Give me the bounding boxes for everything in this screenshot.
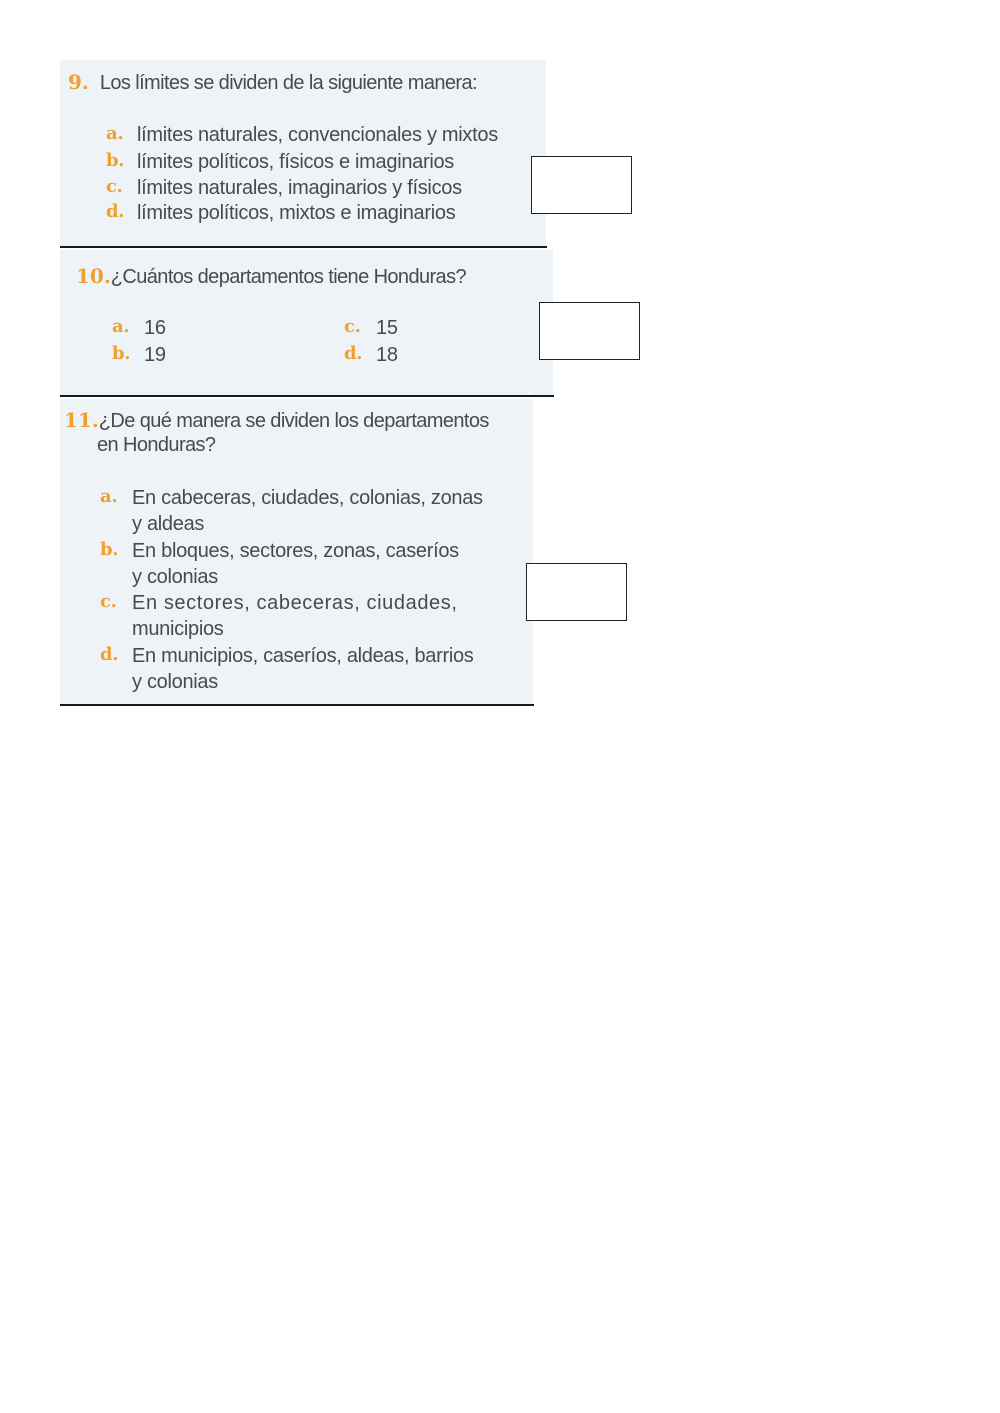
question-11-divider	[60, 704, 534, 706]
question-9-divider	[60, 246, 547, 248]
option-text: límites políticos, físicos e imaginarios	[137, 151, 455, 173]
question-11-text-line1: ¿De qué manera se dividen los departamentos	[98, 410, 489, 432]
option-letter: b.	[106, 150, 125, 171]
option-text: límites naturales, convencionales y mixtos	[137, 124, 498, 146]
option-text-line2: municipios	[132, 618, 224, 640]
option-letter: d.	[344, 343, 363, 364]
option-letter: a.	[106, 123, 124, 144]
option-letter: d.	[100, 644, 119, 665]
option-text: 16	[144, 317, 166, 339]
question-9-title	[68, 70, 477, 95]
option-text-line1: En sectores, cabeceras, ciudades,	[132, 592, 458, 614]
option-text: límites políticos, mixtos e imaginarios	[137, 202, 456, 224]
option-text-line1: En bloques, sectores, zonas, caseríos	[132, 540, 459, 562]
option-text-line2: y colonias	[132, 566, 218, 588]
option-text: 15	[376, 317, 398, 339]
option-letter: b.	[112, 343, 131, 364]
option-letter: c.	[344, 316, 361, 337]
option-text: 19	[144, 344, 166, 366]
question-10-title	[76, 264, 466, 289]
question-10-divider	[60, 395, 554, 397]
option-letter: b.	[100, 539, 119, 560]
question-11-title-line2: en Honduras?	[97, 434, 216, 456]
option-letter: a.	[100, 486, 118, 507]
question-9-number: 9.	[68, 70, 89, 94]
question-11-title	[64, 407, 489, 435]
option-letter: c.	[106, 176, 123, 197]
option-letter: c.	[100, 591, 117, 612]
question-11-answer-box[interactable]	[526, 563, 627, 621]
option-letter: d.	[106, 201, 125, 222]
question-11-number: 11.	[64, 408, 99, 432]
question-9-answer-box[interactable]	[531, 156, 632, 214]
option-text-line2: y colonias	[132, 671, 218, 693]
question-10-answer-box[interactable]	[539, 302, 640, 360]
question-9-text: Los límites se dividen de la siguiente manera:	[99, 72, 477, 94]
question-10-text: ¿Cuántos departamentos tiene Honduras?	[110, 266, 467, 288]
question-10-number: 10.	[76, 264, 111, 288]
option-letter: a.	[112, 316, 130, 337]
option-text-line1: En cabeceras, ciudades, colonias, zonas	[132, 487, 483, 509]
option-text-line2: y aldeas	[132, 513, 205, 535]
option-text: 18	[376, 344, 398, 366]
option-text: límites naturales, imaginarios y físicos	[137, 177, 462, 199]
option-text-line1: En municipios, caseríos, aldeas, barrios	[132, 645, 474, 667]
